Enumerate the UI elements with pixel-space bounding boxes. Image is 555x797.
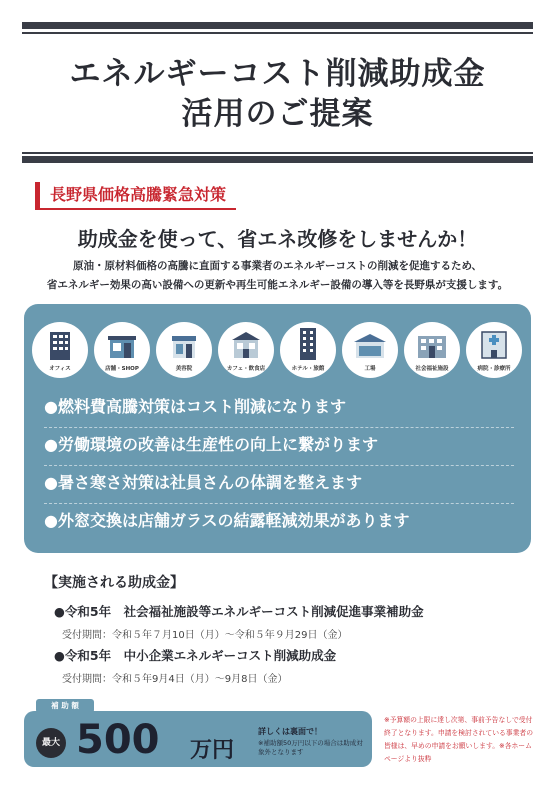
- grant-item: [54, 602, 524, 641]
- facility-label: 美容院: [175, 366, 193, 372]
- hotel-icon: [290, 328, 326, 362]
- title-line-2: 活用のご提案: [181, 96, 374, 132]
- cafe-icon: [228, 328, 264, 362]
- facility-office: [32, 322, 88, 378]
- facility-hotel: [280, 322, 336, 378]
- grant-name: ●令和5年 社会福祉施設等エネルギーコスト削減促進事業補助金: [54, 604, 424, 619]
- headline: 助成金を使って、省エネ改修をしませんか！: [77, 227, 478, 251]
- facility-shop: [94, 322, 150, 378]
- grant-period: 受付期間：令和５年9月4日（月）〜9月8日（金）: [62, 674, 288, 685]
- benefit-point: ●燃料費高騰対策はコスト削減になります: [44, 390, 514, 428]
- facility-label: 店舗・SHOP: [105, 366, 139, 372]
- facility-label: ホテル・旅館: [291, 366, 325, 372]
- benefit-point: ●労働環境の改善は生産性の向上に繋がります: [44, 428, 514, 466]
- bottom-rule-thin: [22, 152, 533, 154]
- shop-icon: [104, 328, 140, 362]
- benefit-point: ●暑さ寒さ対策は社員さんの体調を整えます: [44, 466, 514, 504]
- amount-footnote: ※補助額50万円以下の場合は助成対象外となります: [258, 739, 363, 756]
- intro-line-2: 省エネルギー効果の高い設備への更新や再生可能エネルギー設備の導入等を長野県が支援します。: [46, 279, 509, 291]
- max-badge: 最大: [36, 728, 66, 758]
- facility-salon: [156, 322, 212, 378]
- office-building-icon: [42, 328, 78, 362]
- facility-welfare: [404, 322, 460, 378]
- salon-icon: [166, 328, 202, 362]
- facility-label: 社会福祉施設: [415, 366, 449, 372]
- amount-unit: 万円: [190, 738, 235, 763]
- program-subtitle: 長野県価格高騰緊急対策: [35, 182, 236, 210]
- grant-name: ●令和5年 中小企業エネルギーコスト削減助成金: [54, 648, 337, 663]
- grant-period: 受付期間：令和５年７月10日（月）〜令和５年９月29日（金）: [62, 630, 348, 641]
- top-rule-thick: [22, 22, 533, 29]
- title-line-1: エネルギーコスト削減助成金: [69, 56, 486, 92]
- factory-icon: [352, 328, 388, 362]
- facility-label: オフィス: [49, 366, 71, 372]
- amount-tag: 補 助 額: [36, 699, 94, 713]
- welfare-facility-icon: [414, 328, 450, 362]
- facility-label: 病院・診療所: [477, 366, 511, 372]
- facility-cafe: [218, 322, 274, 378]
- grants-heading: 【実施される助成金】: [44, 575, 184, 591]
- facility-label: カフェ・飲食店: [226, 366, 266, 372]
- facility-label: 工場: [364, 366, 376, 372]
- top-rule-thin: [22, 32, 533, 34]
- facility-hospital: [466, 322, 522, 378]
- grant-item: [54, 646, 524, 685]
- intro-text: [30, 257, 525, 295]
- page-title: [0, 54, 555, 134]
- benefit-points: [44, 390, 514, 542]
- intro-line-1: 原油・原材料価格の高騰に直面する事業者のエネルギーコストの削減を促進するため、: [72, 260, 483, 272]
- bottom-rule-thick: [22, 156, 533, 163]
- facility-factory: [342, 322, 398, 378]
- amount-note: 詳しくは裏面で！: [258, 727, 322, 736]
- disclaimer: ※予算額の上限に達し次第、事前予告なしで受付終了となります。申請を検討されている事業者の皆様は、早めの申請をお願いします。※各ホームページより抜粋: [384, 716, 533, 763]
- facility-icons: [32, 322, 524, 378]
- amount-value: 500: [76, 717, 160, 763]
- benefit-point: ●外窓交換は店舗ガラスの結露軽減効果があります: [44, 511, 410, 530]
- hospital-icon: [476, 328, 512, 362]
